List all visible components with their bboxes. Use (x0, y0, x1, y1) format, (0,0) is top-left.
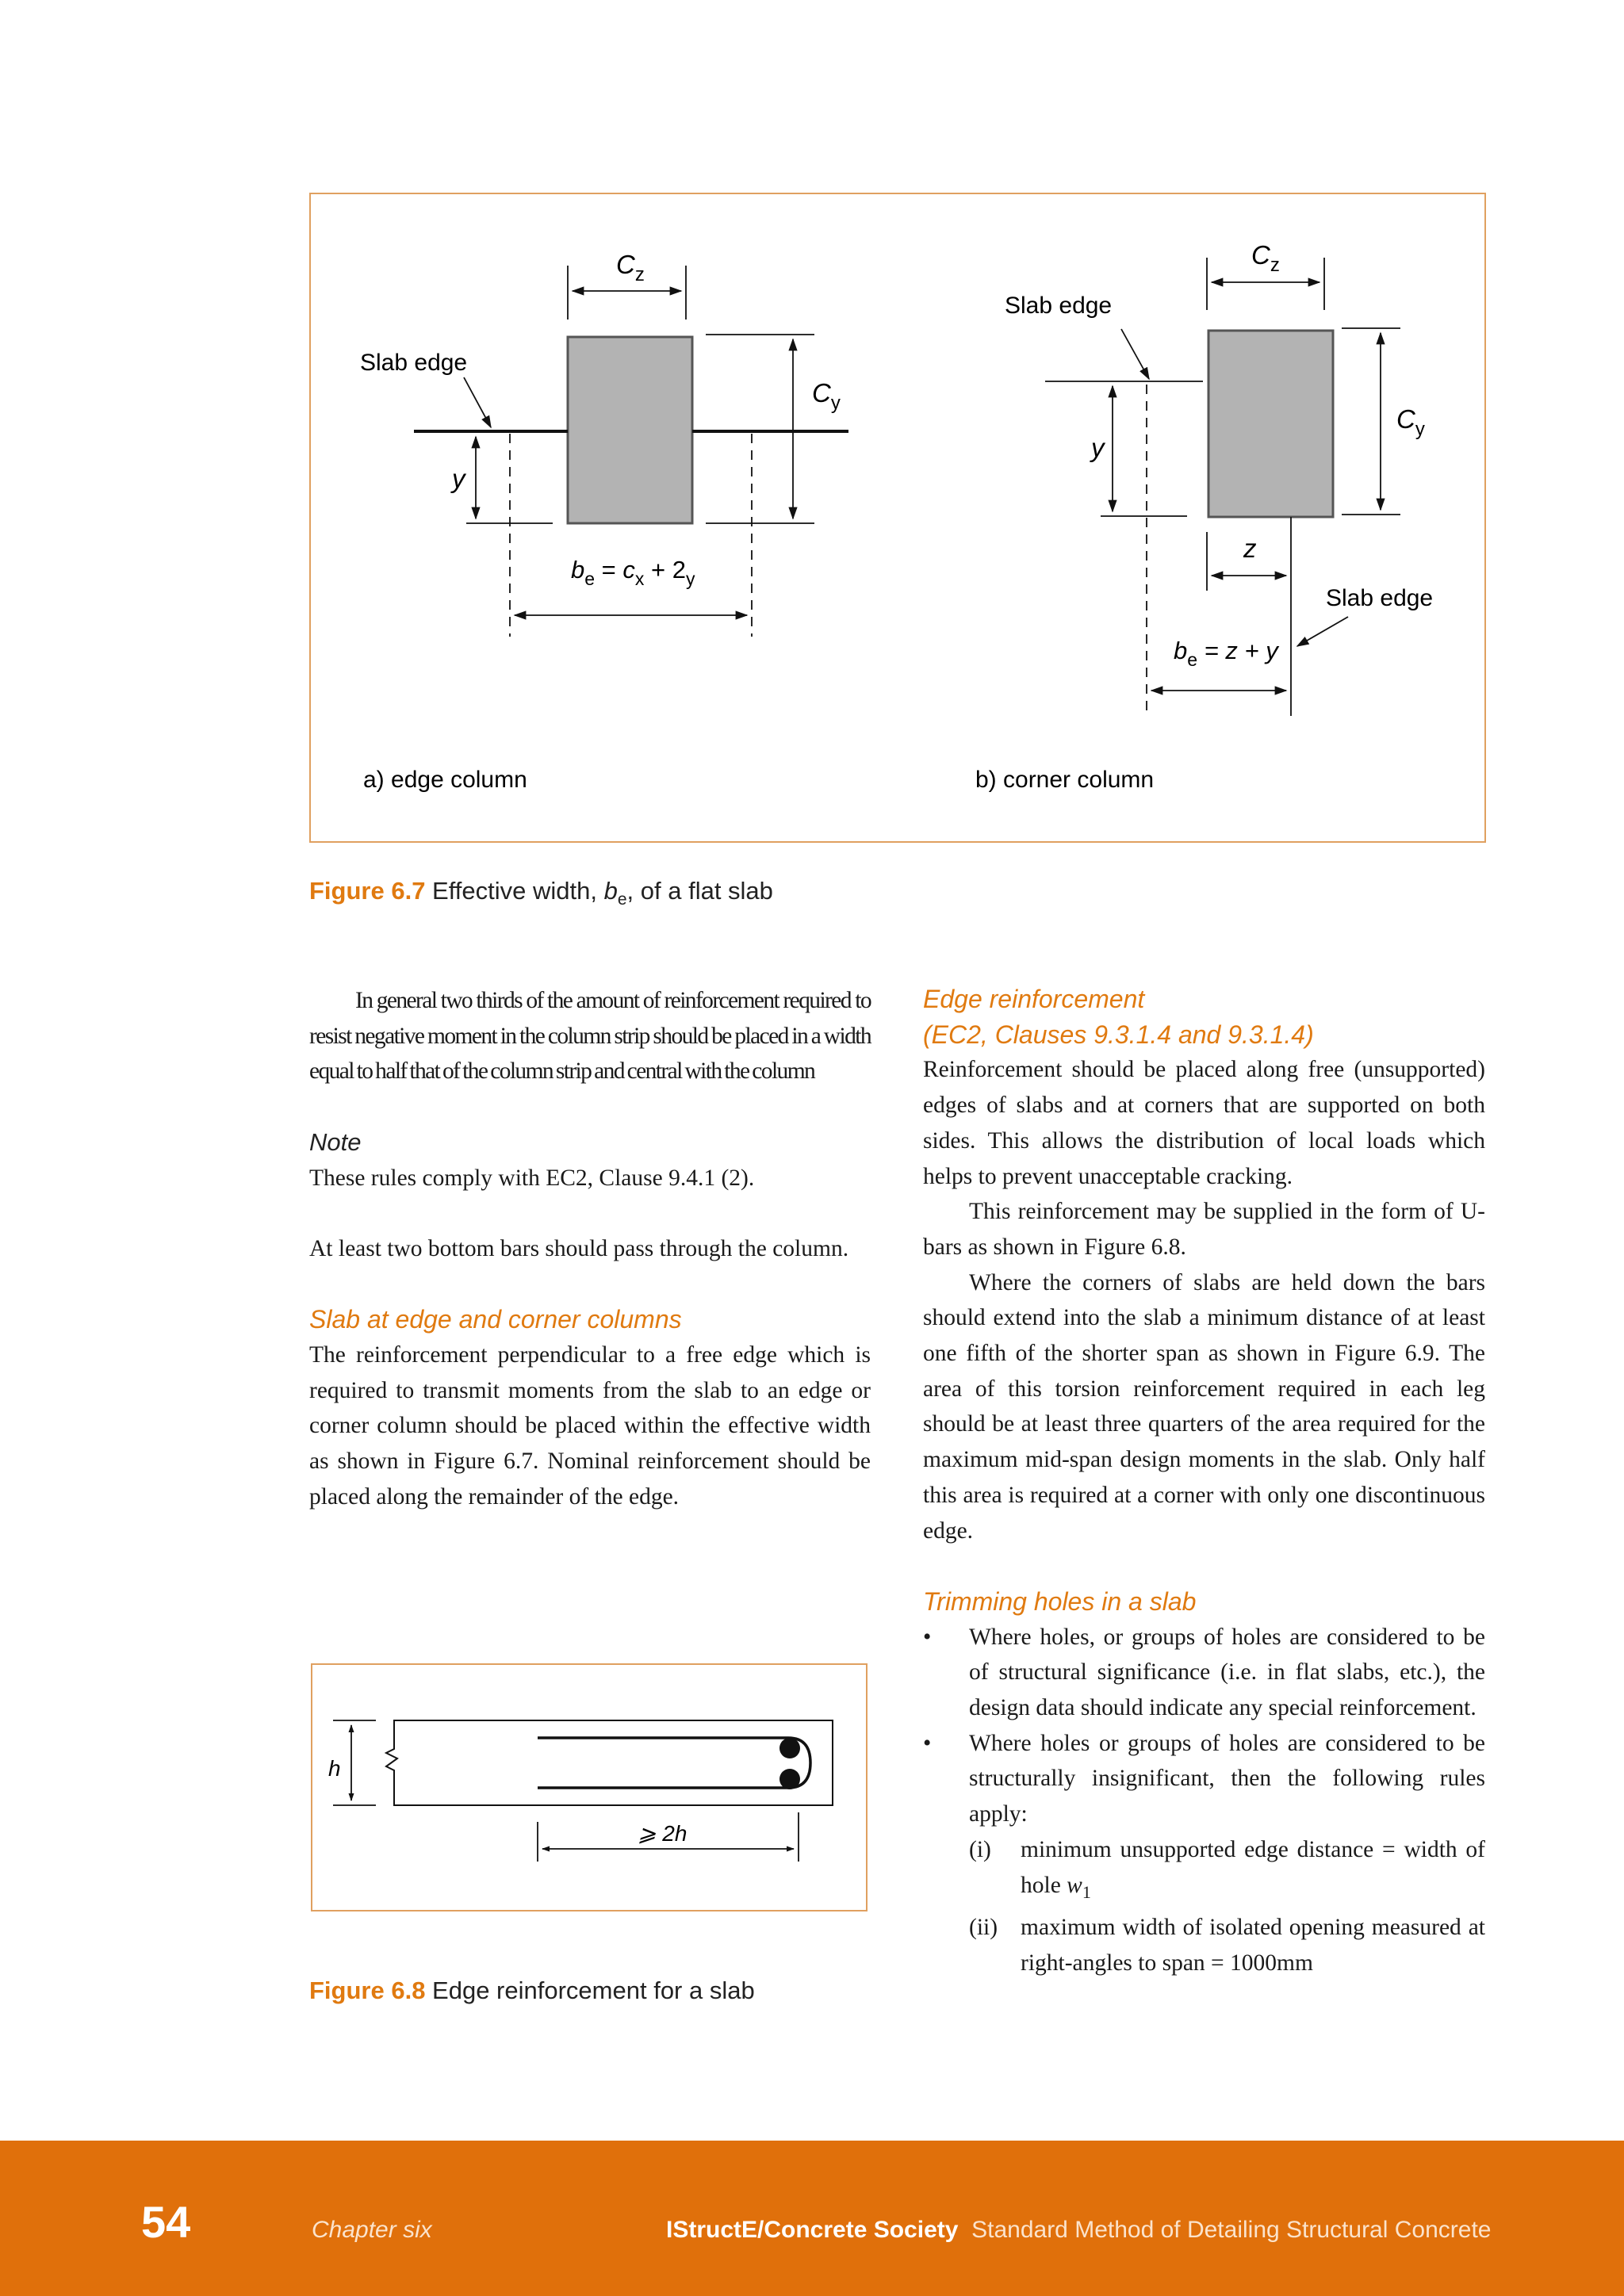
corner-slab-edge-side-label: Slab edge (1326, 585, 1434, 611)
bullet-text-1: Where holes, or groups of holes are considered to be of structural significance (i.e. in flat slabs, etc.), the design data should indicate any special reinforcement. (969, 1624, 1485, 1721)
right-paragraph-3: Where the corners of slabs are held down the bars should extend into the slab a minimum distance of at least one fifth of the shorter span as shown in Figure 6.9. The area of this torsion reinforcement required in each leg should be at least three quarters of the area required for the maximum mid-span design moments in the slab. Only half this area is required at a corner with only one discontinuous edge. (923, 1269, 1485, 1544)
edge-y-label: y (452, 464, 465, 493)
bullet-mark-1: • (923, 1624, 932, 1650)
corner-cz-label: $C_z$ (1251, 240, 1280, 276)
figure-6-7-caption-b: b (603, 877, 618, 905)
right-column (923, 982, 1485, 1981)
bullet-mark-2: • (923, 1730, 932, 1756)
left-paragraph-2: At least two bottom bars should pass through the column. (309, 1235, 849, 1261)
slab-outline (386, 1720, 833, 1805)
h-label: h (328, 1756, 341, 1781)
corner-be-label: $b_e = z + y$ (1174, 637, 1278, 670)
sub-text-1-w: w (1067, 1872, 1082, 1898)
bullet-text-2: Where holes or groups of holes are considered to be structurally insignificant, then the following rules apply: (969, 1730, 1485, 1827)
note-heading: Note (309, 1127, 362, 1156)
corner-column-label: b) corner column (975, 767, 1155, 793)
sub-mark-2: (ii) (969, 1915, 998, 1941)
figure-6-7-caption-post: , of a flat slab (626, 877, 773, 905)
edge-cy-label: $C_y$ (812, 378, 841, 414)
right-paragraph-2: This reinforcement may be supplied in the form of U-bars as shown in Figure 6.8. (923, 1199, 1485, 1260)
publication-title (666, 2217, 1491, 2244)
corner-column-rect (1208, 331, 1333, 517)
heading-trimming-holes: Trimming holes in a slab (923, 1586, 1197, 1616)
sub-text-2: maximum width of isolated opening measured at right-angles to span = 1000mm (1021, 1915, 1485, 1976)
figure-6-7-caption-pre: Effective width, (425, 877, 604, 905)
u-bar-top-bar (779, 1738, 800, 1758)
corner-y-label: y (1091, 433, 1105, 462)
figure-6-8-drawing (312, 1665, 869, 1913)
figure-6-8-caption-text: Edge reinforcement for a slab (425, 1976, 755, 2004)
sub-mark-1: (i) (969, 1836, 991, 1862)
edge-be-label: $b_e = c_x + 2_y$ (571, 556, 695, 589)
left-paragraph-3: The reinforcement perpendicular to a free edge which is required to transmit moments from the slab to an edge or corner column should be placed within the effective width as shown in Figure 6.7. Nominal reinforcement should be placed along the remainder of the edge. (309, 1341, 871, 1510)
sub-item-1 (923, 1832, 1485, 1910)
edge-slab-edge-label: Slab edge (360, 350, 468, 376)
edge-slab-edge-arrow (464, 377, 491, 427)
figure-6-8-caption (309, 1976, 755, 2005)
left-paragraph-1: In general two thirds of the amount of reinforcement required to resist negative moment in the column strip should be placed in a width equal to half that of the column strip and central with the column (309, 988, 871, 1085)
length-label: ⩾ 2h (638, 1821, 688, 1846)
corner-z-label: z (1243, 534, 1257, 563)
figure-6-7-number: Figure 6.7 (309, 877, 426, 905)
figure-6-7-drawing (311, 194, 1488, 844)
u-bar (538, 1738, 810, 1788)
figure-6-7-caption (309, 877, 773, 909)
sub-text-1: minimum unsupported edge distance = width of hole (1021, 1836, 1485, 1898)
bullet-item-1 (923, 1620, 1485, 1726)
corner-column-diagram (975, 240, 1433, 793)
chapter-label: Chapter six (312, 2217, 432, 2243)
corner-slab-edge-top-arrow (1121, 329, 1149, 379)
edge-column-label: a) edge column (363, 767, 527, 793)
page-number: 54 (141, 2197, 191, 2247)
page-footer (0, 2141, 1624, 2296)
figure-6-8-number: Figure 6.8 (309, 1976, 426, 2004)
left-column (309, 983, 871, 1515)
publisher-name: IStructE/Concrete Society (666, 2217, 959, 2243)
heading-edge-reinforcement: Edge reinforcement (923, 985, 1145, 1013)
book-title: Standard Method of Detailing Structural Concrete (971, 2217, 1492, 2243)
u-bar-bottom-bar (779, 1769, 800, 1789)
bullet-item-2 (923, 1726, 1485, 1832)
right-paragraph-1: Reinforcement should be placed along free (unsupported) edges of slabs and at corners that are supported on both sides. This allows the distribution of local loads which helps to prevent unacceptable cracking. (923, 1057, 1485, 1189)
figure-6-8 (311, 1663, 868, 1911)
heading-slab-edge-corner: Slab at edge and corner columns (309, 1305, 682, 1334)
corner-slab-edge-side-arrow (1297, 617, 1348, 646)
corner-slab-edge-top-label: Slab edge (1005, 293, 1113, 319)
sub-item-2 (923, 1910, 1485, 1980)
edge-column-rect (568, 337, 692, 523)
sub-text-1-sub: 1 (1082, 1881, 1091, 1902)
edge-cz-label: $C_z$ (616, 250, 645, 285)
note-text: These rules comply with EC2, Clause 9.4.1 (2). (309, 1165, 755, 1191)
corner-cy-label: $C_y$ (1396, 404, 1425, 440)
heading-edge-reinforcement-clauses: (EC2, Clauses 9.3.1.4 and 9.3.1.4) (923, 1020, 1314, 1049)
figure-6-7 (309, 193, 1486, 843)
figure-6-7-caption-e: e (617, 890, 627, 909)
edge-column-diagram (360, 250, 848, 793)
